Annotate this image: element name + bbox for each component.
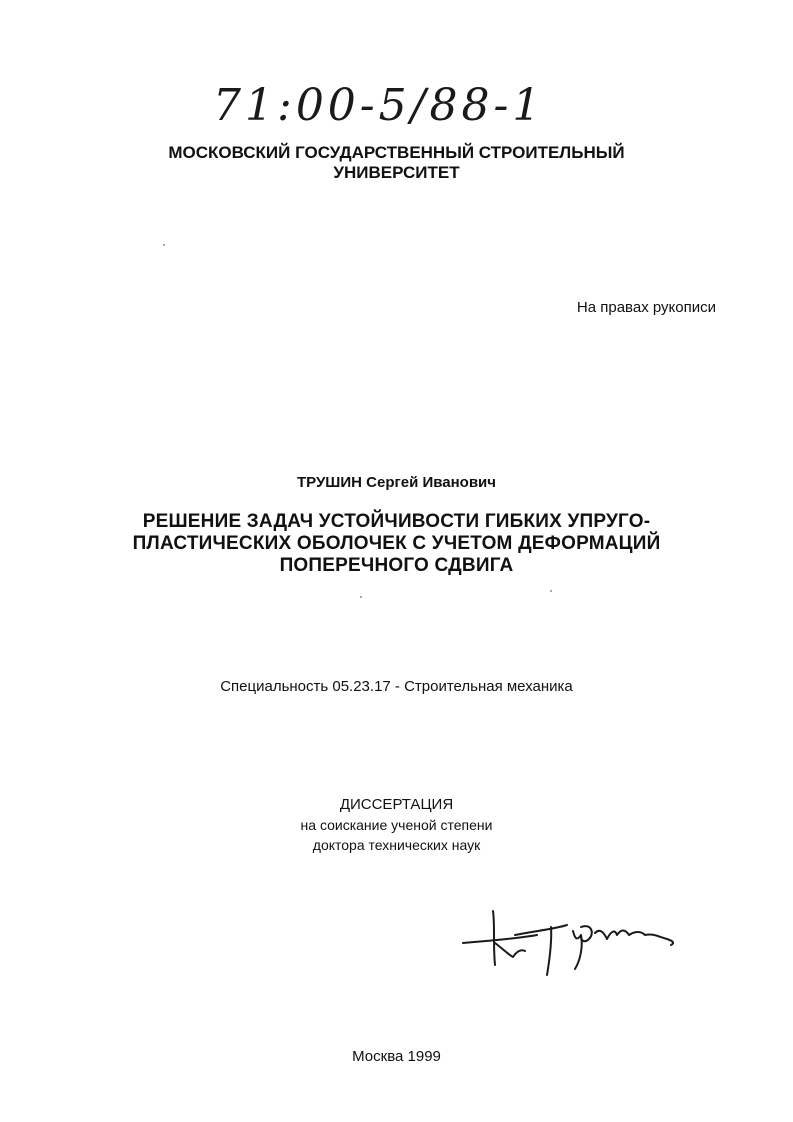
title-line-2: ПЛАСТИЧЕСКИХ ОБОЛОЧЕК С УЧЕТОМ ДЕФОРМАЦИЙ (132, 533, 661, 554)
university-line-2: УНИВЕРСИТЕТ (333, 163, 460, 182)
handwritten-signature (455, 905, 680, 980)
university-line-1: МОСКОВСКИЙ ГОСУДАРСТВЕННЫЙ СТРОИТЕЛЬНЫЙ (168, 143, 625, 162)
university-name (0, 143, 793, 183)
scan-speck (163, 244, 165, 246)
handwritten-code-text: 71:00-5/88-1 (213, 80, 545, 131)
author-name: ТРУШИН Сергей Иванович (297, 474, 496, 491)
dissertation-title (0, 511, 793, 577)
city-and-year: Москва 1999 (352, 1048, 441, 1065)
specialty-line: Специальность 05.23.17 - Строительная механика (220, 678, 573, 695)
scan-speck (550, 590, 552, 592)
scan-speck (360, 596, 362, 598)
title-line-1: РЕШЕНИЕ ЗАДАЧ УСТОЙЧИВОСТИ ГИБКИХ УПРУГО- (142, 511, 651, 532)
dissertation-purpose: на соискание ученой степени (300, 817, 493, 833)
title-line-3: ПОПЕРЕЧНОГО СДВИГА (279, 555, 514, 576)
handwritten-archive-code (205, 68, 545, 140)
dissertation-degree: доктора технических наук (312, 837, 481, 853)
dissertation-type: ДИССЕРТАЦИЯ (339, 796, 454, 813)
rights-notice: На правах рукописи (576, 299, 716, 316)
dissertation-type-block (0, 795, 793, 855)
